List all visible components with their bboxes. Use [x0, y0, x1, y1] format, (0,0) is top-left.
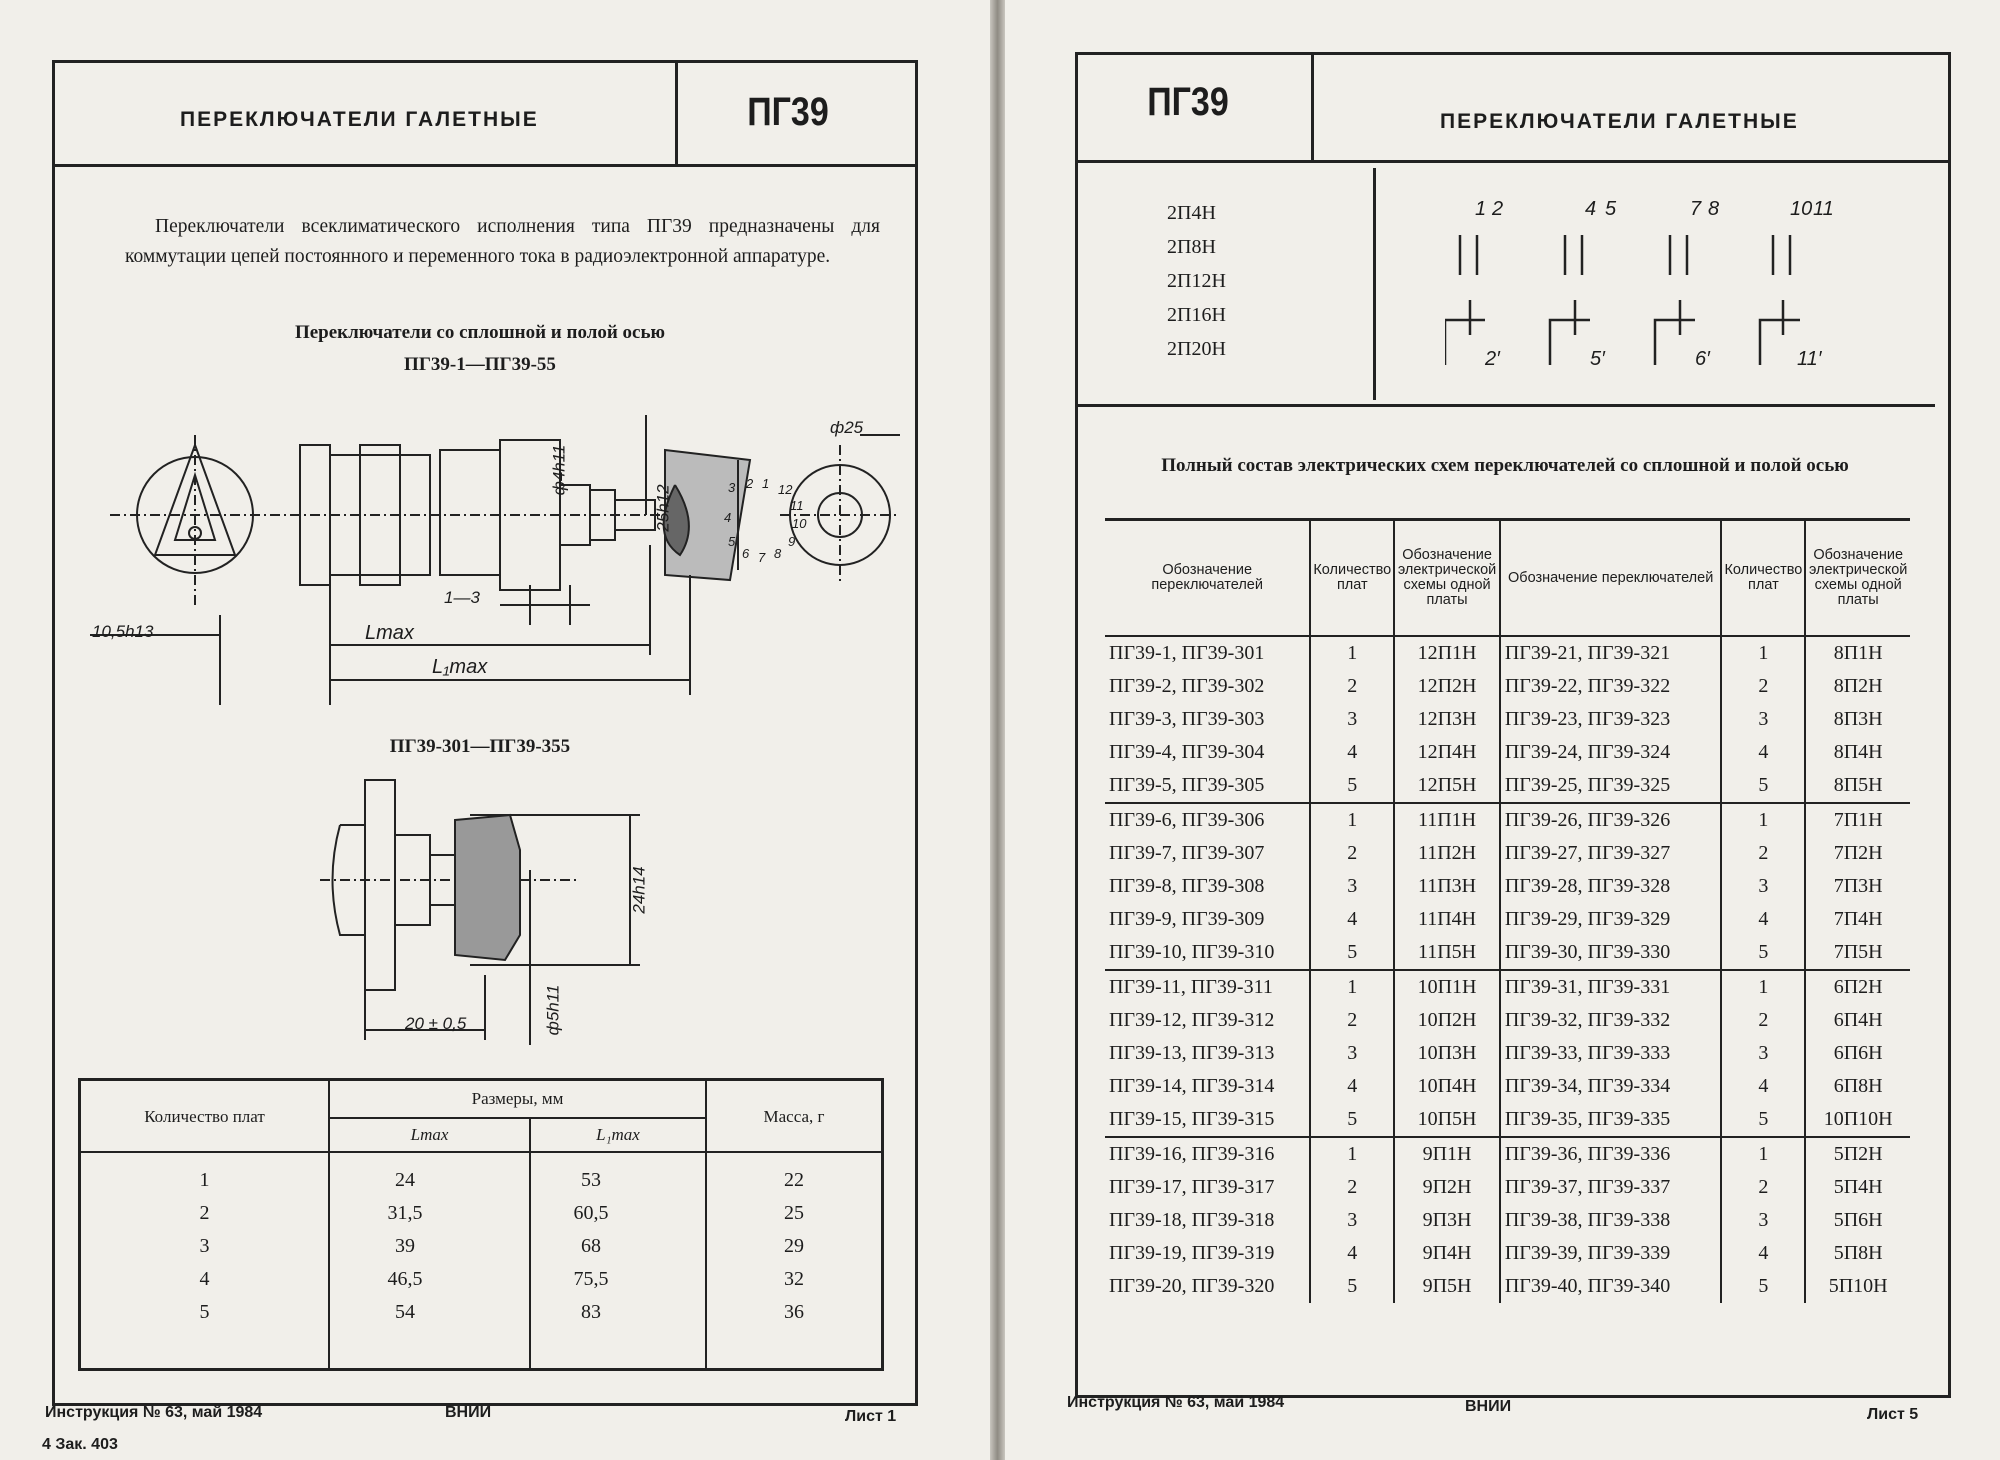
cell: 3 [1721, 703, 1805, 736]
left-header-rule [55, 164, 915, 167]
cell: 3 [1721, 870, 1805, 903]
cell: 12П5Н [1394, 769, 1500, 803]
table-row [1105, 736, 1910, 769]
cell: 4 [1310, 903, 1394, 936]
rosette-n-2: 2 [746, 476, 754, 491]
dims-col-l1max: L₁max [596, 1125, 640, 1144]
cell: 5 [1310, 1270, 1394, 1303]
cell: 5П4Н [1805, 1171, 1910, 1204]
cell: ПГ39-22, ПГ39-322 [1500, 670, 1722, 703]
dims-subheader-rule [329, 1117, 706, 1119]
scheme-item: 2П8Н [1167, 236, 1216, 258]
cell: 2 [1721, 837, 1805, 870]
cell: ПГ39-27, ПГ39-327 [1500, 837, 1722, 870]
cell: ПГ39-29, ПГ39-329 [1500, 903, 1722, 936]
section-title: Переключатели со сплошной и полой осью [294, 322, 666, 343]
cell: 83 [581, 1301, 601, 1323]
cell: 1 [199, 1169, 210, 1191]
th-count-2: Количество плат [1721, 521, 1805, 636]
cell: 3 [1310, 1204, 1394, 1237]
cell: 2 [1310, 837, 1394, 870]
scheme-divider [1373, 168, 1376, 400]
table-row [1105, 903, 1910, 936]
cell: 7П1Н [1805, 803, 1910, 837]
cell: 4 [1721, 903, 1805, 936]
cell: 4 [1721, 1070, 1805, 1103]
table-row [1105, 1171, 1910, 1204]
composition-table-wrap [1105, 518, 1910, 1303]
contact-label-8: 8 [1708, 198, 1720, 220]
cell: 2 [1721, 670, 1805, 703]
cell: 4 [199, 1268, 210, 1290]
cell: ПГ39-1, ПГ39-301 [1109, 642, 1265, 664]
dim-10-5: 10,5h13 [92, 622, 154, 641]
scheme-item: 2П20Н [1167, 338, 1226, 360]
cell: 10П5Н [1394, 1103, 1500, 1137]
cell: ПГ39-30, ПГ39-330 [1500, 936, 1722, 970]
cell: 1 [1310, 803, 1394, 837]
cell: ПГ39-4, ПГ39-304 [1109, 741, 1265, 763]
dims-col-count: Количество плат [144, 1107, 265, 1126]
cell: 7П3Н [1805, 870, 1910, 903]
cell: 32 [784, 1268, 804, 1290]
cell: ПГ39-40, ПГ39-340 [1500, 1270, 1722, 1303]
cell: 68 [581, 1235, 601, 1257]
dim-h25: 25h12 [653, 484, 673, 532]
cell: ПГ39-20, ПГ39-320 [1109, 1275, 1275, 1297]
cell: 8П3Н [1805, 703, 1910, 736]
cell: 60,5 [573, 1202, 609, 1224]
table-row [81, 1202, 881, 1235]
cell: 1 [1310, 970, 1394, 1004]
cell: 11П3Н [1394, 870, 1500, 903]
cell: 8П4Н [1805, 736, 1910, 769]
cell: 3 [199, 1235, 210, 1257]
rosette-n-9: 9 [788, 534, 796, 549]
cell: ПГ39-39, ПГ39-339 [1500, 1237, 1722, 1270]
cell: 31,5 [387, 1202, 423, 1224]
cell: 2 [1310, 1004, 1394, 1037]
contact-label-5p: 5′ [1590, 348, 1605, 370]
contact-label-6p: 6′ [1695, 348, 1710, 370]
right-footer-sheet: Лист 5 [1867, 1406, 1919, 1423]
rosette-n-10: 10 [792, 516, 807, 531]
scheme-list [1167, 196, 1226, 366]
cell: 8П1Н [1805, 636, 1910, 670]
cell: 10П10Н [1805, 1103, 1910, 1137]
table-row [1105, 1204, 1910, 1237]
cell: 2 [1310, 670, 1394, 703]
th-designation-1: Обозначение переключателей [1151, 562, 1263, 593]
dim-d25: ф25 [830, 418, 864, 437]
table-row [1105, 1004, 1910, 1037]
dim-20: 20 ± 0,5 [405, 1014, 467, 1033]
cell: 10П4Н [1394, 1070, 1500, 1103]
cell: ПГ39-28, ПГ39-328 [1500, 870, 1722, 903]
cell: 9П2Н [1394, 1171, 1500, 1204]
cell: 10П3Н [1394, 1037, 1500, 1070]
rosette-n-5: 5 [728, 534, 736, 549]
cell: 5 [199, 1301, 210, 1323]
cell: 5П6Н [1805, 1204, 1910, 1237]
cell: 9П1Н [1394, 1137, 1500, 1171]
cell: 5П10Н [1805, 1270, 1910, 1303]
dims-rows [81, 1169, 881, 1334]
cell: 10П1Н [1394, 970, 1500, 1004]
intro-paragraph: Переключатели всеклиматического исполнения типа ПГ39 предназначены для коммутации цепей постоянного и переменного тока в радиоэлектронной аппаратуре. [125, 216, 880, 267]
cell: 54 [395, 1301, 415, 1323]
dim-l1max: L₁max [432, 656, 488, 678]
cell: 1 [1721, 636, 1805, 670]
cell: 2 [1310, 1171, 1394, 1204]
left-header-code: ПГ39 [747, 90, 829, 134]
right-footer-instruction: Инструкция № 63, май 1984 [1067, 1394, 1285, 1411]
dim-1-3: 1—3 [444, 588, 480, 607]
scheme-item: 2П16Н [1167, 304, 1226, 326]
th-scheme-2: Обозначение электрической схемы одной платы [1805, 521, 1910, 636]
cell: 7П5Н [1805, 936, 1910, 970]
contact-label-11p: 11′ [1797, 348, 1822, 370]
cell: ПГ39-26, ПГ39-326 [1500, 803, 1722, 837]
cell: ПГ39-7, ПГ39-307 [1109, 842, 1265, 864]
table-row [1105, 636, 1910, 670]
cell: ПГ39-24, ПГ39-324 [1500, 736, 1722, 769]
right-header-title: ПЕРЕКЛЮЧАТЕЛИ ГАЛЕТНЫЕ [1440, 110, 1799, 133]
cell: 4 [1721, 736, 1805, 769]
cell: ПГ39-9, ПГ39-309 [1109, 908, 1265, 930]
cell: 2 [1721, 1171, 1805, 1204]
cell: ПГ39-6, ПГ39-306 [1105, 803, 1310, 837]
cell: 11П1Н [1394, 803, 1500, 837]
table-row [1105, 870, 1910, 903]
right-header-divider [1311, 55, 1314, 160]
cell: 5 [1721, 1103, 1805, 1137]
subtitle-1: ПГ39-1—ПГ39-55 [404, 354, 556, 375]
rosette-n-8: 8 [774, 546, 782, 561]
cell: ПГ39-38, ПГ39-338 [1500, 1204, 1722, 1237]
scheme-item: 2П12Н [1167, 270, 1226, 292]
cell: 6П6Н [1805, 1037, 1910, 1070]
table-row [1105, 769, 1910, 803]
left-footer-order: 4 Зак. 403 [42, 1436, 118, 1453]
cell: 3 [1721, 1204, 1805, 1237]
contact-label-1: 1 [1475, 198, 1487, 220]
cell: 5 [1310, 769, 1394, 803]
cell: 4 [1310, 1237, 1394, 1270]
left-footer-sheet: Лист 1 [845, 1408, 897, 1425]
table-row [81, 1301, 881, 1334]
cell: 3 [1310, 703, 1394, 736]
left-footer-instruction: Инструкция № 63, май 1984 [45, 1404, 263, 1421]
cell: 6П4Н [1805, 1004, 1910, 1037]
table-row [1105, 837, 1910, 870]
cell: ПГ39-2, ПГ39-302 [1109, 675, 1265, 697]
cell: 9П4Н [1394, 1237, 1500, 1270]
cell: ПГ39-8, ПГ39-308 [1109, 875, 1265, 897]
cell: ПГ39-19, ПГ39-319 [1109, 1242, 1275, 1264]
table-row [1105, 803, 1910, 837]
cell: ПГ39-37, ПГ39-337 [1500, 1171, 1722, 1204]
cell: ПГ39-17, ПГ39-317 [1109, 1176, 1275, 1198]
table-row [1105, 1137, 1910, 1171]
cell: ПГ39-12, ПГ39-312 [1109, 1009, 1275, 1031]
th-count-1: Количество плат [1310, 521, 1394, 636]
dim-lmax: Lmax [365, 622, 414, 644]
cell: ПГ39-23, ПГ39-323 [1500, 703, 1722, 736]
left-footer-org: ВНИИ [445, 1404, 492, 1421]
cell: 5 [1721, 936, 1805, 970]
cell: 10П2Н [1394, 1004, 1500, 1037]
cell: 3 [1310, 1037, 1394, 1070]
table-row [1105, 1103, 1910, 1137]
cell: 3 [1721, 1037, 1805, 1070]
cell: 24 [395, 1169, 415, 1191]
contact-label-2p: 2′ [1485, 348, 1500, 370]
table-row [1105, 703, 1910, 736]
contact-label-2: 2 [1492, 198, 1504, 220]
scheme-rule [1075, 404, 1935, 407]
composition-rows [1105, 636, 1910, 1303]
cell: 2 [1721, 1004, 1805, 1037]
table-row [1105, 1237, 1910, 1270]
cell: 12П1Н [1394, 636, 1500, 670]
cell: 9П3Н [1394, 1204, 1500, 1237]
contact-label-10: 10 [1790, 198, 1813, 220]
cell: ПГ39-5, ПГ39-305 [1109, 774, 1265, 796]
cell: ПГ39-25, ПГ39-325 [1500, 769, 1722, 803]
cell: ПГ39-16, ПГ39-316 [1105, 1137, 1310, 1171]
cell: 9П5Н [1394, 1270, 1500, 1303]
contact-label-11: 11 [1813, 198, 1834, 220]
table-row [81, 1169, 881, 1202]
table-row [1105, 670, 1910, 703]
cell: 1 [1721, 803, 1805, 837]
table-row [1105, 1270, 1910, 1303]
cell: ПГ39-10, ПГ39-310 [1109, 941, 1275, 963]
cell: 11П2Н [1394, 837, 1500, 870]
cell: 2 [199, 1202, 210, 1224]
th-designation-2: Обозначение переключателей [1500, 521, 1722, 636]
cell: 6П2Н [1805, 970, 1910, 1004]
cell: 5П2Н [1805, 1137, 1910, 1171]
right-footer-org: ВНИИ [1465, 1398, 1512, 1415]
cell: ПГ39-32, ПГ39-332 [1500, 1004, 1722, 1037]
cell: 1 [1721, 1137, 1805, 1171]
cell: 5 [1310, 1103, 1394, 1137]
cell: ПГ39-13, ПГ39-313 [1109, 1042, 1275, 1064]
cell: 53 [581, 1169, 601, 1191]
left-header-title: ПЕРЕКЛЮЧАТЕЛИ ГАЛЕТНЫЕ [180, 108, 539, 131]
cell: 5 [1310, 936, 1394, 970]
cell: ПГ39-35, ПГ39-335 [1500, 1103, 1722, 1137]
contact-label-7: 7 [1690, 198, 1702, 220]
cell: 8П5Н [1805, 769, 1910, 803]
cell: ПГ39-34, ПГ39-334 [1500, 1070, 1722, 1103]
switch-drawing-hollow-axis [320, 775, 680, 1065]
cell: 5 [1721, 769, 1805, 803]
cell: 8П2Н [1805, 670, 1910, 703]
cell: 5 [1721, 1270, 1805, 1303]
rosette-n-11: 11 [790, 498, 804, 513]
cell: 4 [1310, 736, 1394, 769]
contact-label-5: 5 [1605, 198, 1617, 220]
cell: ПГ39-33, ПГ39-333 [1500, 1037, 1722, 1070]
dim-24: 24h14 [629, 866, 649, 914]
book-spine [990, 0, 1005, 1460]
dims-col-mass: Масса, г [763, 1107, 825, 1126]
cell: ПГ39-11, ПГ39-311 [1105, 970, 1310, 1004]
cell: 4 [1721, 1237, 1805, 1270]
cell: ПГ39-18, ПГ39-318 [1109, 1209, 1275, 1231]
table-row [81, 1268, 881, 1301]
dims-header-rule [81, 1151, 881, 1153]
cell: 6П8Н [1805, 1070, 1910, 1103]
left-header-divider [675, 62, 678, 164]
cell: 12П3Н [1394, 703, 1500, 736]
right-header-rule [1078, 160, 1948, 163]
cell: 29 [784, 1235, 804, 1257]
cell: 4 [1310, 1070, 1394, 1103]
cell: 12П2Н [1394, 670, 1500, 703]
cell: 5П8Н [1805, 1237, 1910, 1270]
table-row [1105, 1070, 1910, 1103]
cell: 1 [1310, 636, 1394, 670]
th-scheme-1: Обозначение электрической схемы одной платы [1394, 521, 1500, 636]
subtitle-2: ПГ39-301—ПГ39-355 [389, 736, 571, 757]
cell: 11П5Н [1394, 936, 1500, 970]
cell: ПГ39-14, ПГ39-314 [1109, 1075, 1275, 1097]
dimensions-table [78, 1078, 884, 1371]
rosette-n-1: 1 [762, 476, 770, 491]
dims-col-lmax: Lmax [410, 1125, 449, 1144]
cell: 25 [784, 1202, 804, 1224]
scheme-item: 2П4Н [1167, 202, 1216, 224]
cell: 1 [1721, 970, 1805, 1004]
composition-title: Полный состав электрических схем переключателей со сплошной и полой осью [1161, 455, 1849, 476]
composition-table [1105, 521, 1910, 1303]
cell: ПГ39-31, ПГ39-331 [1500, 970, 1722, 1004]
cell: ПГ39-36, ПГ39-336 [1500, 1137, 1722, 1171]
rosette-n-7: 7 [758, 550, 766, 565]
table-row [81, 1235, 881, 1268]
cell: 12П4Н [1394, 736, 1500, 769]
table-row [1105, 1037, 1910, 1070]
cell: ПГ39-3, ПГ39-303 [1109, 708, 1265, 730]
table-row [1105, 936, 1910, 970]
rosette-n-6: 6 [742, 546, 750, 561]
cell: 3 [1310, 870, 1394, 903]
cell: 36 [784, 1301, 804, 1323]
cell: 22 [784, 1169, 804, 1191]
cell: 1 [1310, 1137, 1394, 1171]
cell: 46,5 [387, 1268, 423, 1290]
dims-col-sizes: Размеры, мм [471, 1089, 564, 1108]
cell: 7П4Н [1805, 903, 1910, 936]
cell: ПГ39-21, ПГ39-321 [1500, 636, 1722, 670]
cell: 7П2Н [1805, 837, 1910, 870]
right-page [1005, 0, 2000, 1460]
rosette-n-3: 3 [728, 480, 736, 495]
cell: 11П4Н [1394, 903, 1500, 936]
right-header-code: ПГ39 [1147, 80, 1229, 124]
table-row [1105, 970, 1910, 1004]
rosette-n-12: 12 [778, 482, 793, 497]
left-page [0, 0, 990, 1460]
cell: 39 [395, 1235, 415, 1257]
rosette-n-4: 4 [724, 510, 732, 525]
dim-d5: ф5h11 [543, 984, 563, 1036]
cell: ПГ39-15, ПГ39-315 [1109, 1108, 1275, 1130]
contact-label-4: 4 [1585, 198, 1597, 220]
cell: 75,5 [573, 1268, 609, 1290]
dim-d4: ф4h11 [549, 444, 569, 496]
